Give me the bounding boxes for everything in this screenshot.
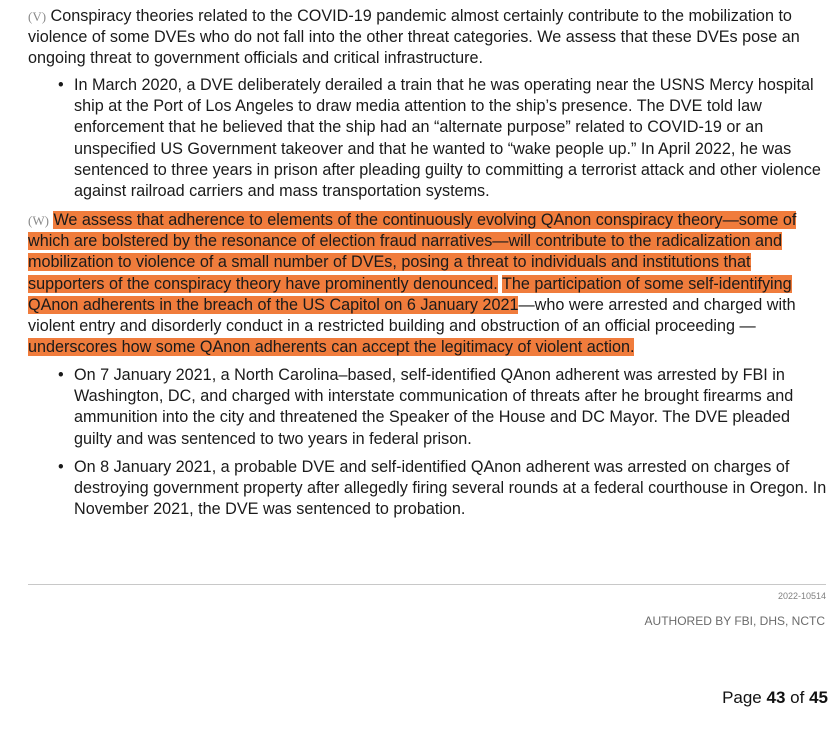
document-number: 2022-10514 <box>777 591 826 601</box>
footer-divider <box>28 584 826 585</box>
paragraph-v <box>28 6 818 70</box>
paragraph-text: —who were arrested and charged with violent entry and disorderly conduct in a restricted building and obstruction of an official proceeding — <box>28 295 796 336</box>
bullet-list-w <box>58 365 828 527</box>
page-number <box>722 688 828 708</box>
page-total: 45 <box>809 688 828 707</box>
page-current: 43 <box>766 688 786 707</box>
bullet-list-v <box>58 75 828 209</box>
paragraph-w <box>28 210 818 358</box>
list-item: • On 8 January 2021, a probable DVE and self-identified QAnon adherent was arrested on charges of destroying government property after allegedly firing several rounds at a federal courthouse in Oregon. In November 2021, the DVE was sentenced to probation. <box>58 457 828 521</box>
page-of: of <box>790 688 805 707</box>
portion-marker: (W) <box>28 213 49 228</box>
highlighted-text: The participation of some self-identifying QAnon adherents in the breach of the US Capitol on 6 January 2021 <box>28 274 792 314</box>
paragraph-text: Conspiracy theories related to the COVID-19 pandemic almost certainly contribute to the mobilization to violence of some DVEs who do not fall into the other threat categories. We assess that these DVEs pose an ongoing threat to government officials and critical infrastructure. <box>28 7 800 68</box>
highlighted-text: We assess that adherence to elements of the continuously evolving QAnon conspiracy theory—some of which are bolstered by the resonance of election fraud narratives—will contribute to the radicalization and mobilization to violence of a small number of DVEs, posing a threat to individuals and institutions that supporters of the conspiracy theory have prominently denounced. <box>28 211 797 293</box>
list-item: • In March 2020, a DVE deliberately derailed a train that he was operating near the USNS Mercy hospital ship at the Port of Los Angeles to draw media attention to the ship’s presence. The DVE told law enforcement that he believed that the ship had an “alternate purpose” related to COVID-19 or an unspecified US Government takeover and that he wanted to “wake people up.” In April 2022, he was sentenced to three years in prison after pleading guilty to committing a terrorist attack and other violence against railroad carriers and mass transportation systems. <box>58 75 828 202</box>
list-item: • On 7 January 2021, a North Carolina–based, self-identified QAnon adherent was arrested by FBI in Washington, DC, and charged with interstate communication of threats after he brought firearms and ammunition into the city and threatened the Speaker of the House and DC Mayor. The DVE pleaded guilty and was sentenced to two years in federal prison. <box>58 365 828 450</box>
authored-by: AUTHORED BY FBI, DHS, NCTC <box>644 614 825 628</box>
highlighted-text: underscores how some QAnon adherents can accept the legitimacy of violent action. <box>28 338 635 357</box>
page-label: Page <box>722 688 762 707</box>
portion-marker: (V) <box>28 9 47 24</box>
